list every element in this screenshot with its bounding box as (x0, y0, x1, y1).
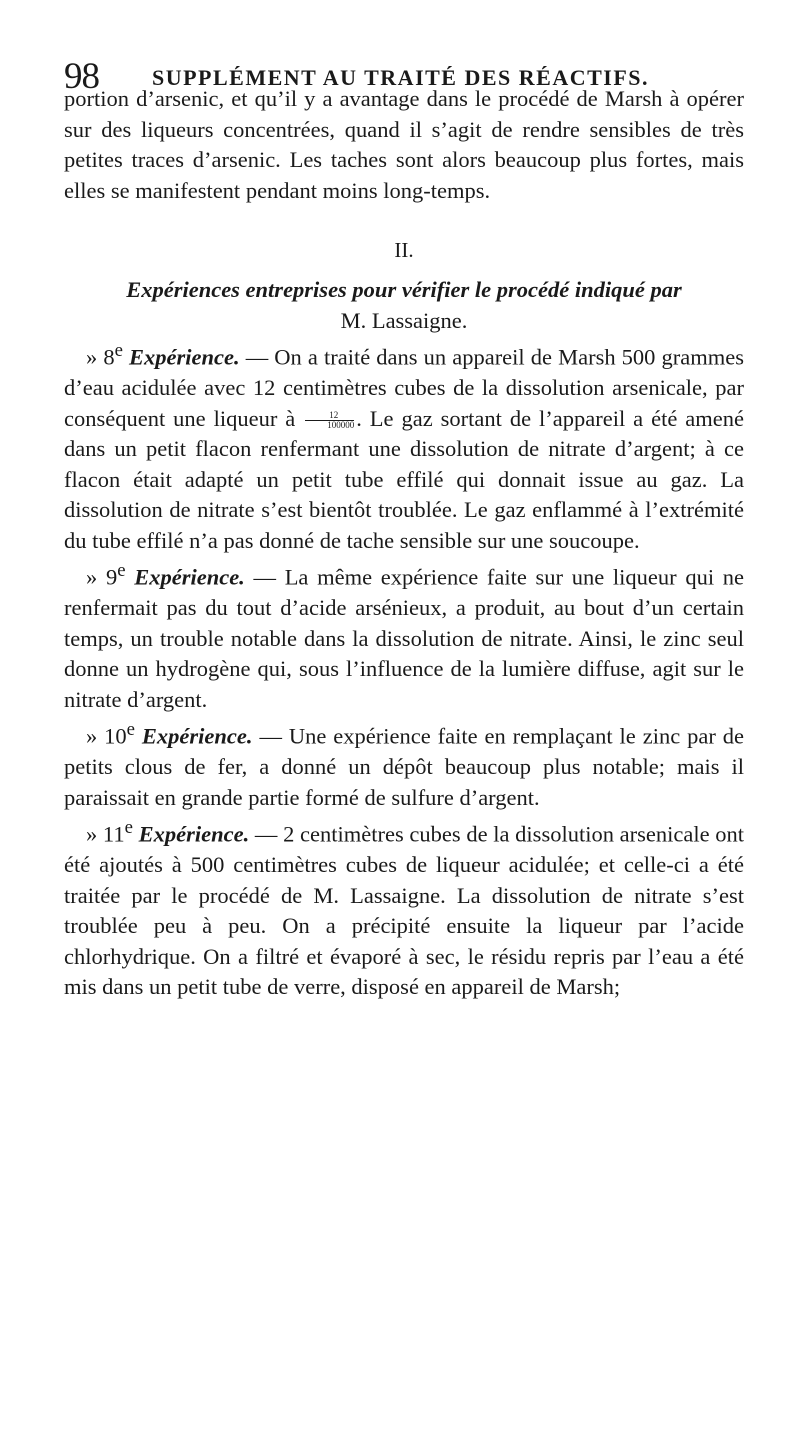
fraction-numerator: 12 (305, 411, 354, 421)
experiment-8-text-b: . Le gaz sortant de l’appareil a été amené dans un petit flacon renfermant une dissolution de nitrate d’argent; à ce flacon était adapté un petit tube effilé qui donnait issue au gaz. La dissolution de nitrate s’est bientôt troublée. Le gaz enflammé à l’extrémité du tube effilé n’a pas donné de tache sensible sur une soucoupe. (64, 405, 744, 553)
experiment-11-paragraph (64, 813, 744, 1003)
paragraph-continuation: portion d’arsenic, et qu’il y a avantage dans le procédé de Marsh à opérer sur des liqueurs concentrées, quand il s’agit de rendre sensibles de très petites traces d’arsenic. Les taches sont alors beaucoup plus fortes, mais elles se manifestent pendant moins long-temps. (64, 86, 744, 203)
experiment-11-number: » 11 (86, 821, 125, 847)
experiment-8-text-a: — On a traité dans un appareil de Marsh 500 grammes d’eau acidulée avec 12 centimètres cubes de la dissolution arsenicale, par conséquent une liqueur à (64, 344, 744, 431)
experiment-11-ordinal: e (124, 817, 133, 838)
experiment-8-ordinal: e (114, 340, 123, 361)
section-heading-name: M. Lassaigne. (340, 308, 468, 333)
section-heading-italic: Expériences entreprises pour vérifier le procédé indiqué par (126, 277, 682, 302)
experiment-10-title: Expérience. (141, 723, 253, 749)
experiment-10-ordinal: e (126, 719, 135, 740)
page-number: 98 (64, 56, 99, 97)
fraction-denominator: 100000 (327, 419, 355, 430)
page-body (64, 84, 744, 1003)
experiment-9-title: Expérience. (134, 564, 245, 590)
section-number: II. (394, 238, 414, 262)
experiment-8-title: Expérience. (129, 344, 240, 370)
experiment-10-number: » 10 (86, 723, 127, 749)
experiment-8-number: » 8 (86, 344, 115, 370)
experiment-10-paragraph (64, 715, 744, 813)
experiment-9-number: » 9 (86, 564, 118, 590)
experiment-11-title: Expérience. (138, 821, 250, 847)
dilution-fraction (305, 411, 354, 430)
experiment-9-text: — La même expérience faite sur une liqueur qui ne renfermait pas du tout d’acide arsénieux, a produit, au bout d’un certain temps, un trouble notable dans la dissolution de nitrate. Ainsi, le zinc seul donne un hydrogène qui, sous l’influence de la lumière diffuse, agit sur le nitrate d’argent. (64, 564, 744, 712)
experiment-9-ordinal: e (117, 560, 126, 581)
experiment-10-text: — Une expérience faite en remplaçant le zinc par de petits clous de fer, a donné un dépôt beaucoup plus notable; mais il paraissait en grande partie formé de sulfure d’argent. (64, 723, 744, 810)
running-title: SUPPLÉMENT AU TRAITÉ DES RÉACTIFS. (152, 65, 650, 90)
experiment-9-paragraph (64, 556, 744, 715)
experiment-8-paragraph (64, 336, 744, 556)
experiment-11-text: — 2 centimètres cubes de la dissolution arsenicale ont été ajoutés à 500 centimètres cubes de liqueur acidulée; et celle-ci a été traitée par le procédé de M. Lassaigne. La dissolution de nitrate s’est troublée peu à peu. On a précipité ensuite la liqueur par l’acide chlorhydrique. On a filtré et évaporé à sec, le résidu repris par l’eau a été mis dans un petit tube de verre, disposé en appareil de Marsh; (64, 821, 745, 999)
section-heading (64, 274, 744, 336)
